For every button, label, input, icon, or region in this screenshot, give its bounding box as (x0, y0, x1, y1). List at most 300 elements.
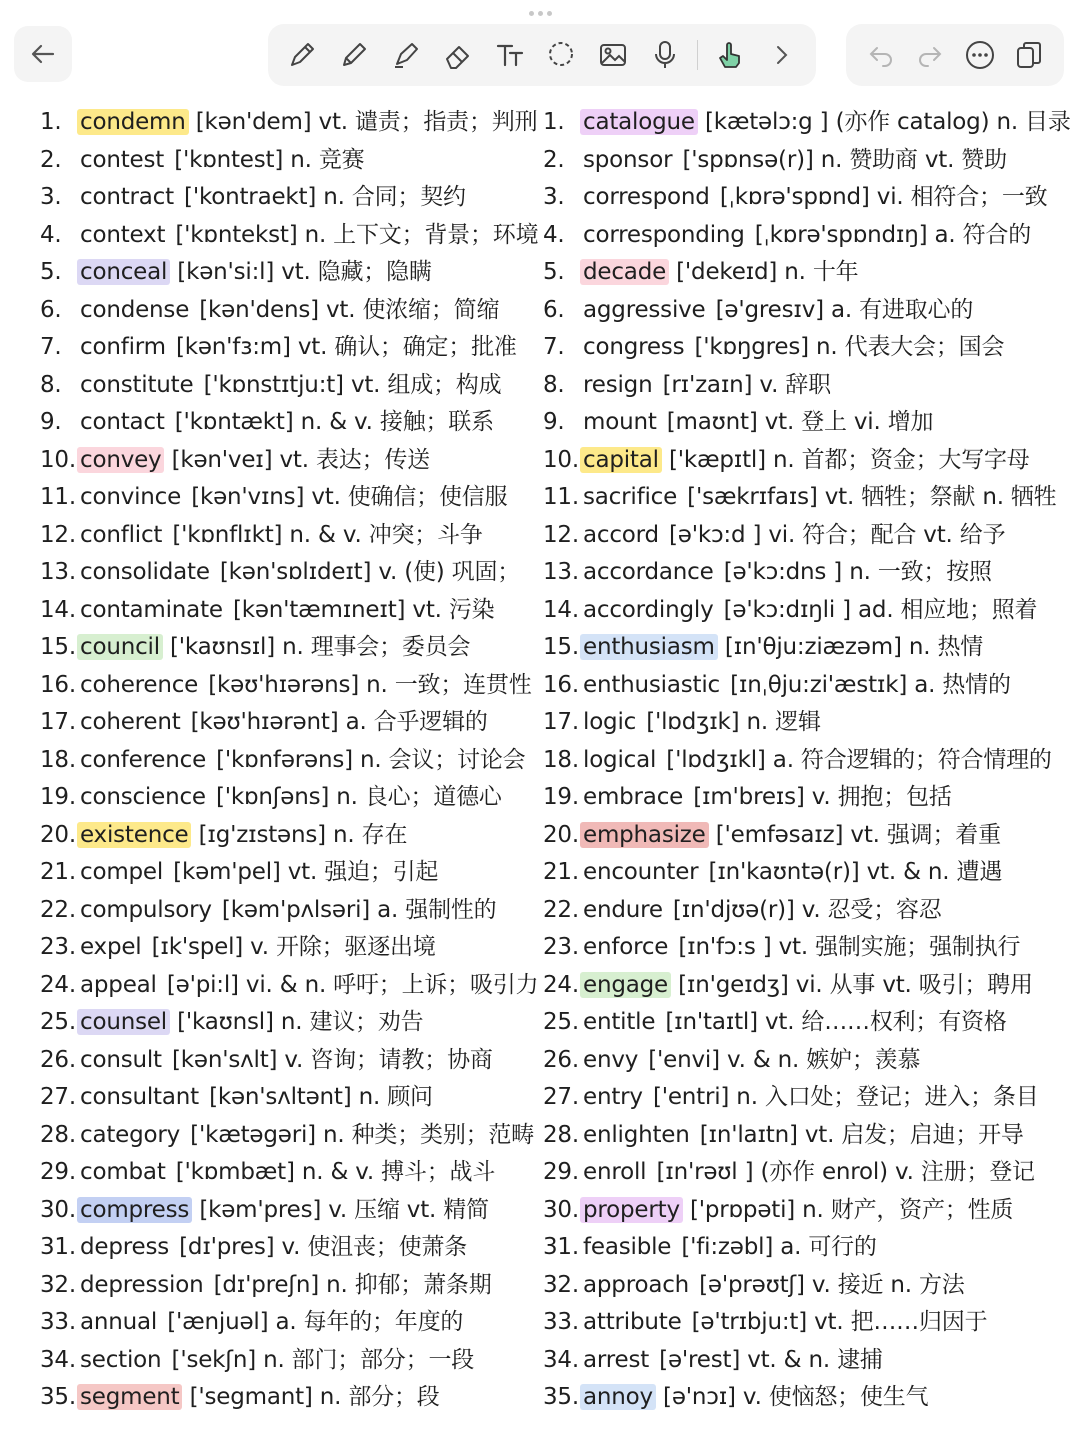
entry-definition: ['lɒdʒɪkl] a. 符合逻辑的；符合情理的 (659, 746, 1052, 773)
back-button[interactable] (14, 26, 72, 82)
entry-number: 22. (543, 896, 579, 923)
entry-word: context (80, 221, 166, 248)
vocab-entry (543, 179, 1063, 217)
entry-definition: ['kɒntest] n. 竞赛 (167, 146, 365, 173)
entry-definition: [kən'dens] vt. 使浓缩；简缩 (192, 296, 500, 323)
entry-definition: [ɪn'fɔ:s ] vt. 强制实施；强制执行 (671, 934, 1021, 960)
entry-definition: [rɪ'zaɪn] v. 辞职 (655, 371, 831, 398)
vocab-entry (40, 742, 560, 780)
entry-word: convince (80, 484, 182, 510)
entry-word: consult (80, 1046, 162, 1073)
entry-word: resign (583, 371, 653, 398)
highlighted-word: catalogue (580, 109, 698, 135)
image-icon (597, 39, 629, 71)
entry-definition: [ɪn'taɪtl] vt. 给……权利；有资格 (658, 1009, 1007, 1035)
entry-word: accord (583, 521, 659, 548)
entry-word: category (80, 1121, 181, 1148)
entry-word: consultant (80, 1084, 199, 1110)
highlighted-word: property (580, 1197, 683, 1223)
entry-number: 6. (543, 296, 565, 323)
entry-definition: ['kɒnfərəns] n. 会议；讨论会 (209, 746, 526, 773)
entry-definition: [kən'vɪns] vt. 使确信；使信服 (184, 484, 508, 510)
entry-word: constitute (80, 371, 194, 398)
vocab-entry (543, 704, 1063, 742)
entry-number: 23. (40, 934, 76, 960)
entry-number: 7. (40, 334, 62, 360)
vocab-entry (40, 367, 560, 405)
entry-number: 5. (543, 259, 565, 285)
entry-word: enlighten (583, 1121, 690, 1148)
right-column (543, 104, 1071, 1417)
entry-number: 33. (40, 1309, 76, 1335)
vocab-entry (543, 104, 1071, 142)
entry-number: 17. (543, 709, 579, 735)
entry-definition: [kən'tæmɪneɪt] vt. 污染 (225, 596, 495, 623)
entry-number: 22. (40, 896, 76, 923)
vocab-entry (40, 292, 560, 330)
vocab-entry (40, 629, 560, 667)
entry-number: 11. (40, 484, 76, 510)
vocab-entry (40, 704, 560, 742)
entry-definition: [ɪnˌθju:zi'æstɪk] a. 热情的 (723, 671, 1011, 698)
entry-word: endure (583, 896, 663, 923)
entry-number: 4. (543, 221, 565, 248)
entry-word: encounter (583, 859, 699, 885)
pages-icon (1013, 39, 1045, 71)
entry-number: 24. (543, 971, 579, 998)
entry-word: expel (80, 934, 142, 960)
vocab-entry (543, 517, 1063, 555)
entry-definition: [ə'trɪbju:t] vt. 把……归因于 (684, 1309, 988, 1335)
vocab-entry (543, 1379, 1063, 1417)
vocab-entry (40, 817, 560, 855)
vocab-entry (543, 292, 1063, 330)
eraser-icon (442, 39, 474, 71)
entry-definition: [kəm'pʌlsəri] a. 强制性的 (214, 896, 497, 923)
entry-number: 3. (543, 184, 565, 210)
redo-icon (914, 39, 946, 71)
entry-definition: ['kaʊnsɪl] n. 理事会；委员会 (162, 634, 471, 660)
entry-word: logic (583, 709, 637, 735)
entry-definition: [kən'fɜ:m] vt. 确认；确定；批准 (168, 334, 517, 360)
entry-definition: [dɪ'preʃn] n. 抑郁；萧条期 (206, 1271, 492, 1298)
entry-number: 6. (40, 296, 62, 323)
drag-handle[interactable] (526, 8, 554, 18)
entry-word: arrest (583, 1346, 650, 1373)
entry-number: 29. (543, 1159, 579, 1185)
entry-definition: [kəm'pel] vt. 强迫；引起 (166, 859, 439, 885)
vocab-entry (543, 142, 1063, 180)
entry-word: depress (80, 1234, 170, 1260)
vocab-entry (543, 442, 1063, 480)
entry-definition: ['segmant] n. 部分；段 (182, 1384, 440, 1410)
undo-icon (865, 39, 897, 71)
entry-number: 14. (543, 596, 579, 623)
entry-number: 28. (543, 1121, 579, 1148)
entry-word: appeal (80, 971, 157, 998)
entry-definition: ['kɒnstɪtju:t] vt. 组成；构成 (196, 371, 502, 398)
entry-number: 1. (40, 109, 62, 135)
entry-number: 35. (40, 1384, 76, 1410)
entry-number: 19. (40, 784, 76, 810)
entry-word: entry (583, 1084, 643, 1110)
entry-definition: [kəʊ'hɪərənt] a. 合乎逻辑的 (183, 709, 488, 735)
vocab-entry (543, 404, 1063, 442)
vocab-entry (40, 892, 560, 930)
entry-definition: [ɪn'geɪdʒ] vi. 从事 vt. 吸引；聘用 (670, 971, 1033, 998)
entry-definition: [kən'sɒlɪdeɪt] v. (使) 巩固； (212, 559, 521, 585)
entry-definition: [kən'dem] vt. 谴责；指责；判刑 (188, 109, 538, 135)
pages-button[interactable] (1009, 35, 1049, 75)
entry-definition: [kætəlɔ:g ] (亦作 catalog) n. 目录 (697, 109, 1071, 135)
entry-word: sponsor (583, 146, 673, 173)
entry-word: conflict (80, 521, 163, 548)
eraser-tool[interactable] (438, 35, 478, 75)
highlighted-word: segment (77, 1384, 182, 1410)
entry-definition: ['kaʊnsl] n. 建议；劝告 (170, 1009, 424, 1035)
vocab-entry (40, 1154, 560, 1192)
pen-tool[interactable] (282, 35, 322, 75)
vocab-entry (543, 1154, 1063, 1192)
vocab-entry (40, 854, 560, 892)
entry-number: 23. (543, 934, 579, 960)
vocab-entry (543, 254, 1063, 292)
highlighted-word: condemn (77, 109, 189, 135)
entry-definition: [ə'gresɪv] a. 有进取心的 (708, 296, 974, 323)
entry-definition: ['sækrɪfaɪs] vt. 牺牲；祭献 n. 牺牲 (680, 484, 1057, 510)
vocab-entry (40, 592, 560, 630)
entry-number: 15. (40, 634, 76, 660)
entry-number: 4. (40, 221, 62, 248)
toolbar-divider (697, 40, 698, 70)
entry-number: 21. (40, 859, 76, 885)
entry-word: mount (583, 409, 657, 435)
entry-number: 20. (40, 821, 76, 848)
vocab-entry (40, 967, 560, 1005)
vocab-entry (543, 217, 1063, 255)
entry-word: entitle (583, 1009, 656, 1035)
entry-definition: ['kɒnʃəns] n. 良心；道德心 (208, 784, 502, 810)
lasso-icon (545, 39, 577, 71)
vocab-entry (40, 1379, 560, 1417)
entry-definition: [kəm'pres] v. 压缩 vt. 精简 (192, 1196, 489, 1223)
entry-definition: [ɪg'zɪstəns] n. 存在 (191, 821, 408, 848)
entry-definition: [ɪm'breɪs] v. 拥抱；包括 (686, 784, 952, 810)
vocab-entry (543, 1267, 1063, 1305)
entry-definition: [ɪn'laɪtn] vt. 启发；启迪；开导 (692, 1121, 1024, 1148)
vocab-entry (543, 592, 1063, 630)
entry-word: enroll (583, 1159, 647, 1185)
vocab-entry (543, 329, 1063, 367)
entry-word: embrace (583, 784, 684, 810)
vocab-entry (543, 1229, 1063, 1267)
vocab-entry (543, 1079, 1063, 1117)
entry-number: 5. (40, 259, 62, 285)
entry-definition: ['entri] n. 入口处；登记；进入；条目 (645, 1084, 1039, 1110)
entry-number: 32. (40, 1271, 76, 1298)
entry-number: 33. (543, 1309, 579, 1335)
entry-number: 10. (543, 446, 579, 473)
entry-definition: ['spɒnsə(r)] n. 赞助商 vt. 赞助 (675, 146, 1007, 173)
entry-number: 30. (543, 1196, 579, 1223)
vocab-entry (543, 817, 1063, 855)
entry-definition: ['kontraekt] n. 合同；契约 (176, 184, 466, 210)
entry-definition: [ə'pi:l] vi. & n. 呼吁；上诉；吸引力 (159, 971, 539, 998)
entry-number: 14. (40, 596, 76, 623)
entry-word: attribute (583, 1309, 682, 1335)
vocab-entry (40, 479, 560, 517)
entry-definition: [ə'nɔɪ] v. 使恼怒；使生气 (655, 1384, 929, 1410)
entry-word: section (80, 1346, 162, 1373)
hand-touch-icon (714, 39, 746, 71)
entry-word: contract (80, 184, 174, 210)
vocab-entry (40, 404, 560, 442)
entry-number: 27. (543, 1084, 579, 1110)
action-toolbar (846, 24, 1064, 86)
hand-touch-tool[interactable] (710, 35, 750, 75)
vocab-entry (40, 179, 560, 217)
entry-number: 12. (543, 521, 579, 548)
entry-number: 8. (40, 371, 62, 398)
highlighted-word: council (77, 634, 163, 660)
vocab-entry (40, 779, 560, 817)
entry-word: coherence (80, 671, 199, 698)
vocab-entry (543, 479, 1063, 517)
entry-word: coherent (80, 709, 181, 735)
entry-definition: ['sekʃn] n. 部门；部分；一段 (164, 1346, 475, 1373)
entry-word: compel (80, 859, 164, 885)
entry-number: 26. (543, 1046, 579, 1073)
entry-word: approach (583, 1271, 690, 1298)
entry-definition: ['kɒntækt] n. & v. 接触；联系 (167, 409, 494, 435)
vocab-entry (40, 517, 560, 555)
vocab-entry (40, 1342, 560, 1380)
entry-word: condense (80, 296, 190, 323)
vocab-entry (543, 629, 1063, 667)
entry-definition: [kən'sʌltənt] n. 顾问 (201, 1084, 433, 1110)
microphone-icon (649, 39, 681, 71)
vocab-entry (40, 1117, 560, 1155)
entry-definition: ['kɒnflɪkt] n. & v. 冲突；斗争 (165, 521, 483, 548)
entry-number: 34. (40, 1346, 76, 1373)
entry-definition: ['lɒdʒɪk] n. 逻辑 (639, 709, 821, 735)
entry-number: 25. (543, 1009, 579, 1035)
vocab-entry (40, 667, 560, 705)
entry-definition: ['ænjuəl] a. 每年的；年度的 (160, 1309, 464, 1335)
entry-number: 28. (40, 1121, 76, 1148)
entry-number: 3. (40, 184, 62, 210)
entry-number: 18. (40, 746, 76, 773)
entry-word: contaminate (80, 596, 223, 623)
highlighted-word: decade (580, 259, 669, 285)
entry-word: corresponding (583, 221, 745, 248)
microphone-tool[interactable] (645, 35, 685, 75)
entry-definition: [ə'rest] vt. & n. 逮捕 (652, 1346, 883, 1373)
vocab-entry (543, 1042, 1063, 1080)
entry-number: 19. (543, 784, 579, 810)
entry-definition: [ə'prəʊtʃ] v. 接近 n. 方法 (692, 1271, 965, 1298)
entry-definition: ['emfəsaɪz] vt. 强调；着重 (708, 821, 1001, 848)
vocab-entry (40, 554, 560, 592)
vocab-entry (543, 742, 1063, 780)
entry-number: 16. (543, 671, 579, 698)
entry-definition: ['fi:zəbl] a. 可行的 (674, 1234, 877, 1260)
entry-number: 35. (543, 1384, 579, 1410)
entry-definition: ['prɒpəti] n. 财产，资产；性质 (682, 1196, 1014, 1223)
vocab-entry (543, 779, 1063, 817)
vocab-entry (543, 367, 1063, 405)
chevron-right-icon (766, 39, 798, 71)
vocab-entry (543, 892, 1063, 930)
left-column (40, 104, 560, 1417)
entry-number: 8. (543, 371, 565, 398)
entry-number: 1. (543, 109, 565, 135)
highlighted-word: counsel (77, 1009, 170, 1035)
entry-definition: [ə'kɔ:d ] vi. 符合；配合 vt. 给予 (661, 521, 1006, 548)
entry-word: contact (80, 409, 165, 435)
entry-number: 24. (40, 971, 76, 998)
entry-definition: ['kætəgəri] n. 种类；类别；范畴 (183, 1121, 535, 1148)
vocab-entry (40, 1079, 560, 1117)
image-tool[interactable] (593, 35, 633, 75)
vocab-entry (543, 854, 1063, 892)
vocab-entry (543, 1342, 1063, 1380)
text-tool[interactable] (490, 35, 530, 75)
highlighted-word: existence (77, 822, 191, 848)
vocab-entry (543, 1117, 1063, 1155)
entry-number: 12. (40, 521, 76, 548)
vocab-entry (40, 217, 560, 255)
vocab-entry (543, 554, 1063, 592)
entry-number: 32. (543, 1271, 579, 1298)
vocab-entry (40, 254, 560, 292)
entry-number: 13. (543, 559, 579, 585)
highlighted-word: engage (580, 972, 671, 998)
undo-button[interactable] (861, 35, 901, 75)
entry-number: 17. (40, 709, 76, 735)
highlighted-word: convey (77, 447, 164, 473)
entry-word: accordance (583, 559, 714, 585)
vocab-entry (40, 329, 560, 367)
entry-word: depression (80, 1271, 204, 1298)
entry-definition: [ɪn'θju:ziæzəm] n. 热情 (717, 634, 984, 660)
pencil-icon (338, 39, 370, 71)
entry-definition: [ɪk'spel] v. 开除；驱逐出境 (144, 934, 436, 960)
entry-definition: [maʊnt] vt. 登上 vi. 增加 (659, 409, 934, 435)
vocab-entry (543, 1004, 1063, 1042)
entry-word: envy (583, 1046, 639, 1073)
vocab-entry (40, 142, 560, 180)
highlighted-word: emphasize (580, 822, 709, 848)
entry-number: 13. (40, 559, 76, 585)
entry-definition: [ˌkɒrə'spɒndɪŋ] a. 符合的 (747, 221, 1032, 248)
entry-number: 10. (40, 446, 76, 473)
entry-number: 27. (40, 1084, 76, 1110)
entry-number: 15. (543, 634, 579, 660)
entry-definition: [ə'kɔ:dns ] n. 一致；按照 (716, 559, 992, 585)
entry-number: 34. (543, 1346, 579, 1373)
vocab-entry (40, 104, 560, 142)
more-button[interactable] (960, 35, 1000, 75)
entry-definition: ['dekeɪd] n. 十年 (669, 259, 859, 285)
entry-word: enforce (583, 934, 669, 960)
entry-number: 25. (40, 1009, 76, 1035)
entry-definition: [ə'kɔ:dɪŋli ] ad. 相应地；照着 (716, 596, 1038, 623)
entry-definition: ['kɒntekst] n. 上下文；背景；环境 (168, 221, 539, 248)
arrow-left-icon (29, 40, 57, 68)
entry-word: logical (583, 746, 657, 773)
vocab-entry (40, 1192, 560, 1230)
entry-number: 26. (40, 1046, 76, 1073)
entry-definition: ['kɒmbæt] n. & v. 搏斗；战斗 (168, 1159, 496, 1185)
highlighted-word: annoy (580, 1384, 656, 1410)
text-icon (494, 39, 526, 71)
vocab-entry (40, 442, 560, 480)
entry-number: 20. (543, 821, 579, 848)
highlighted-word: capital (580, 447, 662, 473)
entry-word: aggressive (583, 296, 706, 323)
entry-word: contest (80, 146, 165, 173)
entry-definition: ['kæpɪtl] n. 首都；资金；大写字母 (661, 446, 1030, 473)
entry-word: enthusiastic (583, 671, 721, 698)
entry-definition: ['envi] v. & n. 嫉妒；羡慕 (641, 1046, 921, 1073)
lasso-tool[interactable] (541, 35, 581, 75)
entry-definition: [ɪn'kaʊntə(r)] vt. & n. 遭遇 (701, 859, 1003, 885)
vocab-entry (40, 1004, 560, 1042)
entry-word: feasible (583, 1234, 672, 1260)
highlighted-word: enthusiasm (580, 634, 718, 660)
entry-number: 2. (40, 146, 62, 173)
vocab-entry (40, 1042, 560, 1080)
entry-number: 31. (543, 1234, 579, 1260)
entry-word: combat (80, 1159, 166, 1185)
highlighted-word: conceal (77, 259, 170, 285)
entry-definition: ['kɒŋgres] n. 代表大会；国会 (687, 334, 1005, 360)
highlighter-icon (390, 39, 422, 71)
entry-number: 29. (40, 1159, 76, 1185)
entry-word: conference (80, 746, 207, 773)
entry-definition: [kən'veɪ] vt. 表达；传送 (164, 446, 430, 473)
entry-word: annual (80, 1309, 158, 1335)
expand-tools-button[interactable] (762, 35, 802, 75)
vocab-entry (40, 1304, 560, 1342)
entry-definition: [ˌkɒrə'spɒnd] vi. 相符合；一致 (712, 184, 1048, 210)
entry-word: confirm (80, 334, 166, 360)
entry-definition: [dɪ'pres] v. 使沮丧；使萧条 (172, 1234, 467, 1260)
entry-word: sacrifice (583, 484, 678, 510)
pencil-tool[interactable] (334, 35, 374, 75)
redo-button[interactable] (910, 35, 950, 75)
entry-definition: [ɪn'djʊə(r)] v. 忍受；容忍 (665, 896, 942, 923)
entry-number: 30. (40, 1196, 76, 1223)
vocab-entry (543, 929, 1063, 967)
entry-definition: [kəʊ'hɪərəns] n. 一致；连贯性 (201, 671, 532, 698)
entry-word: accordingly (583, 596, 714, 623)
entry-number: 18. (543, 746, 579, 773)
entry-definition: [kən'sʌlt] v. 咨询；请教；协商 (164, 1046, 493, 1073)
entry-word: compulsory (80, 896, 212, 923)
entry-word: correspond (583, 184, 710, 210)
vocab-entry (543, 1192, 1063, 1230)
vocab-entry (40, 929, 560, 967)
highlighter-tool[interactable] (386, 35, 426, 75)
entry-definition: [kən'si:l] vt. 隐藏；隐瞒 (170, 259, 432, 285)
entry-word: consolidate (80, 559, 210, 585)
entry-number: 21. (543, 859, 579, 885)
entry-number: 9. (40, 409, 62, 435)
highlighted-word: compress (77, 1197, 192, 1223)
vocab-entry (543, 1304, 1063, 1342)
